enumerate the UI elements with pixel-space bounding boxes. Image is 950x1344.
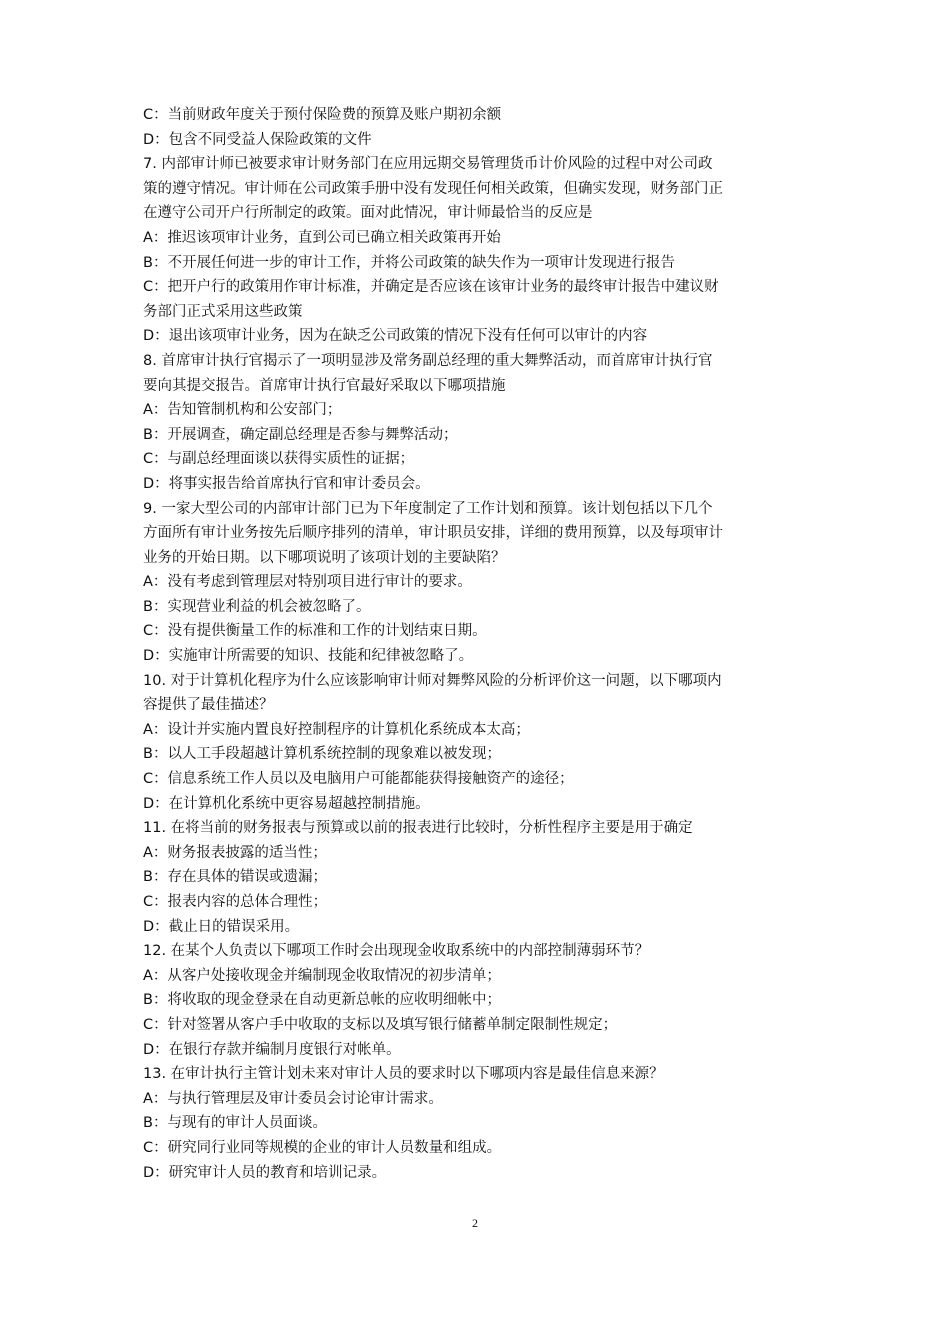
text-line: A：与执行管理层及审计委员会讨论审计需求。 xyxy=(143,1090,443,1107)
text-line: C：当前财政年度关于预付保险费的预算及账户期初余额 xyxy=(143,107,502,123)
text-line: A：推迟该项审计业务，直到公司已确立相关政策再开始 xyxy=(143,229,501,246)
text-line: C：报表内容的总体合理性； xyxy=(143,894,328,910)
text-line: D：截止日的错误采用。 xyxy=(143,918,300,935)
text-line: B：存在具体的错误或遗漏； xyxy=(143,869,327,886)
text-line: 方面所有审计业务按先后顺序排列的清单，审计职员安排，详细的费用预算，以及每项审计 xyxy=(143,525,723,542)
text-line: 业务的开始日期。以下哪项说明了该项计划的主要缺陷？ xyxy=(143,549,506,566)
text-line: D：在计算机化系统中更容易超越控制措施。 xyxy=(143,795,430,812)
text-line: D：实施审计所需要的知识、技能和纪律被忽略了。 xyxy=(143,648,474,665)
text-line: D：包含不同受益人保险政策的文件 xyxy=(143,131,372,148)
text-line: B：不开展任何进一步的审计工作，并将公司政策的缺失作为一项审计发现进行报告 xyxy=(143,254,675,271)
text-line: A：从客户处接收现金并编制现金收取情况的初步清单； xyxy=(143,967,501,984)
text-line: C：信息系统工作人员以及电脑用户可能都能获得接触资产的途径； xyxy=(143,771,574,788)
text-line: C：没有提供衡量工作的标准和工作的计划结束日期。 xyxy=(143,623,487,640)
text-line: 7. 内部审计师已被要求审计财务部门在应用远期交易管理货币计价风险的过程中对公司政 xyxy=(143,156,713,173)
text-line: 8. 首席审计执行官揭示了一项明显涉及常务副总经理的重大舞弊活动，而首席审计执行官 xyxy=(143,352,713,369)
page-number: 2 xyxy=(472,1216,478,1230)
text-line: B：与现有的审计人员面谈。 xyxy=(143,1115,327,1132)
text-line: D：研究审计人员的教育和培训记录。 xyxy=(143,1164,387,1181)
text-line: C：研究同行业同等规模的企业的审计人员数量和组成。 xyxy=(143,1139,502,1156)
text-line: 策的遵守情况。审计师在公司政策手册中没有发现任何相关政策，但确实发现，财务部门正 xyxy=(143,180,723,197)
text-line: A：没有考虑到管理层对特别项目进行审计的要求。 xyxy=(143,574,472,591)
text-line: 务部门正式采用这些政策 xyxy=(143,303,303,320)
text-line: 12. 在某个人负责以下哪项工作时会出现现金收取系统中的内部控制薄弱环节？ xyxy=(143,943,650,960)
text-line: B：开展调查，确定副总经理是否参与舞弊活动； xyxy=(143,426,458,443)
text-line: A：设计并实施内置良好控制程序的计算机化系统成本太高； xyxy=(143,721,530,738)
text-line: A：财务报表披露的适当性； xyxy=(143,844,327,861)
text-line: 容提供了最佳描述？ xyxy=(143,697,274,714)
text-line: 13. 在审计执行主管计划未来对审计人员的要求时以下哪项内容是最佳信息来源？ xyxy=(143,1066,664,1083)
text-line: C：针对签署从客户手中收取的支标以及填写银行储蓄单制定限制性规定； xyxy=(143,1016,618,1033)
text-line: D：退出该项审计业务，因为在缺乏公司政策的情况下没有任何可以审计的内容 xyxy=(143,328,648,345)
document-body xyxy=(143,103,823,1185)
text-line: B：以人工手段超越计算机系统控制的现象难以被发现； xyxy=(143,746,501,763)
text-line: B：实现营业利益的机会被忽略了。 xyxy=(143,598,371,615)
text-line: D：将事实报告给首席执行官和审计委员会。 xyxy=(143,475,430,492)
text-line: D：在银行存款并编制月度银行对帐单。 xyxy=(143,1041,401,1058)
text-line: 9. 一家大型公司的内部审计部门已为下年度制定了工作计划和预算。该计划包括以下几个 xyxy=(143,500,713,517)
text-line: C：把开户行的政策用作审计标准，并确定是否应该在该审计业务的最终审计报告中建议财 xyxy=(143,279,719,296)
text-line: 要向其提交报告。首席审计执行官最好采取以下哪项措施 xyxy=(143,377,506,394)
text-line: 11. 在将当前的财务报表与预算或以前的报表进行比较时，分析性程序主要是用于确定 xyxy=(143,820,693,837)
text-line: B：将收取的现金登录在自动更新总帐的应收明细帐中； xyxy=(143,992,501,1009)
text-line: A：告知管制机构和公安部门； xyxy=(143,402,342,419)
text-line: C：与副总经理面谈以获得实质性的证据； xyxy=(143,451,415,468)
text-line: 10. 对于计算机化程序为什么应该影响审计师对舞弊风险的分析评价这一问题，以下哪项内 xyxy=(143,672,722,689)
text-line: 在遵守公司开户行所制定的政策。面对此情况，审计师最恰当的反应是 xyxy=(143,205,593,222)
